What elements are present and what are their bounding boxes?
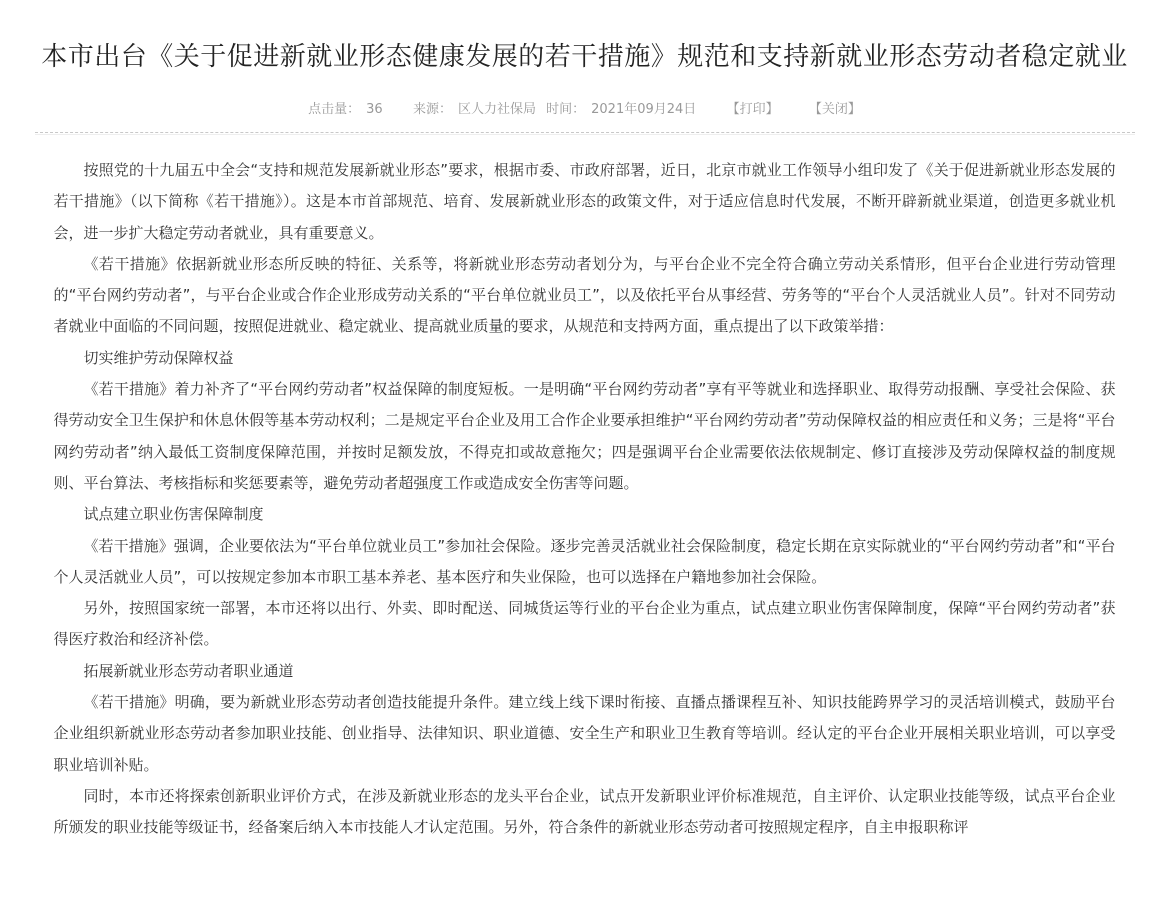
print-link[interactable]: 【打印】	[726, 102, 779, 117]
paragraph: 《若干措施》强调，企业要依法为“平台单位就业员工”参加社会保险。逐步完善灵活就业社会保险制度，稳定长期在京实际就业的“平台网约劳动者”和“平台个人灵活就业人员”，可以按规定参加本市职工基本养老、基本医疗和失业保险，也可以选择在户籍地参加社会保险。	[53, 536, 1116, 586]
time-value: 2021年09月24日	[591, 102, 697, 117]
time-label: 时间：	[546, 102, 586, 117]
title-divider	[35, 132, 1135, 133]
clicks-count: 36	[366, 102, 383, 117]
paragraph: 同时，本市还将探索创新职业评价方式，在涉及新就业形态的龙头平台企业，试点开发新职业评价标准规范，自主评价、认定职业技能等级，试点平台企业所颁发的职业技能等级证书，经备案后纳入本市技能人才认定范围。另外，符合条件的新就业形态劳动者可按照规定程序，自主申报职称评	[53, 786, 1116, 837]
paragraph: 《若干措施》依据新就业形态所反映的特征、关系等，将新就业形态劳动者划分为，与平台企业不完全符合确立劳动关系情形，但平台企业进行劳动管理的“平台网约劳动者”，与平台企业或合作企业形成劳动关系的“平台单位就业员工”，以及依托平台从事经营、劳务等的“平台个人灵活就业人员”。针对不同劳动者就业中面临的不同问题，按照促进就业、稳定就业、提高就业质量的要求，从规范和支持两方面，重点提出了以下政策举措：	[53, 254, 1116, 336]
paragraph: 《若干措施》明确，要为新就业形态劳动者创造技能提升条件。建立线上线下课时衔接、直播点播课程互补、知识技能跨界学习的灵活培训模式，鼓励平台企业组织新就业形态劳动者参加职业技能、创业指导、法律知识、职业道德、安全生产和职业卫生教育等培训。经认定的平台企业开展相关职业培训，可以享受职业培训补贴。	[53, 693, 1116, 774]
paragraph: 按照党的十九届五中全会“支持和规范发展新就业形态”要求，根据市委、市政府部署，近日，北京市就业工作领导小组印发了《关于促进新就业形态发展的若干措施》（以下简称《若干措施》）。这是本市首部规范、培育、发展新就业形态的政策文件，对于适应信息时代发展，不断开辟新就业渠道，创造更多就业机会，进一步扩大稳定劳动者就业，具有重要意义。	[53, 161, 1116, 242]
section-heading: 拓展新就业形态劳动者职业通道	[83, 661, 294, 680]
close-link[interactable]: 【关闭】	[808, 102, 861, 117]
article-body	[54, 155, 1116, 844]
paragraph: 《若干措施》着力补齐了“平台网约劳动者”权益保障的制度短板。一是明确“平台网约劳动者”享有平等就业和选择职业、取得劳动报酬、享受社会保险、获得劳动安全卫生保护和休息休假等基本劳动权利；二是规定平台企业及用工合作企业要承担维护“平台网约劳动者”劳动保障权益的相应责任和义务；三是将“平台网约劳动者”纳入最低工资制度保障范围，并按时足额发放，不得克扣或故意拖欠；四是强调平台企业需要依法依规制定、修订直接涉及劳动保障权益的制度规则、平台算法、考核指标和奖惩要素等，避免劳动者超强度工作或造成安全伤害等问题。	[53, 380, 1116, 492]
section-heading: 试点建立职业伤害保障制度	[83, 505, 264, 524]
source-value: 区人力社保局	[457, 102, 536, 117]
paragraph: 另外，按照国家统一部署，本市还将以出行、外卖、即时配送、同城货运等行业的平台企业为重点，试点建立职业伤害保障制度，保障“平台网约劳动者”获得医疗救治和经济补偿。	[53, 599, 1116, 649]
page-title: 本市出台《关于促进新就业形态健康发展的若干措施》规范和支持新就业形态劳动者稳定就业	[41, 42, 1128, 72]
article-meta	[0, 100, 1169, 120]
source-label: 来源：	[412, 102, 452, 117]
clicks-label: 点击量：	[308, 102, 361, 117]
section-heading: 切实维护劳动保障权益	[83, 348, 234, 367]
